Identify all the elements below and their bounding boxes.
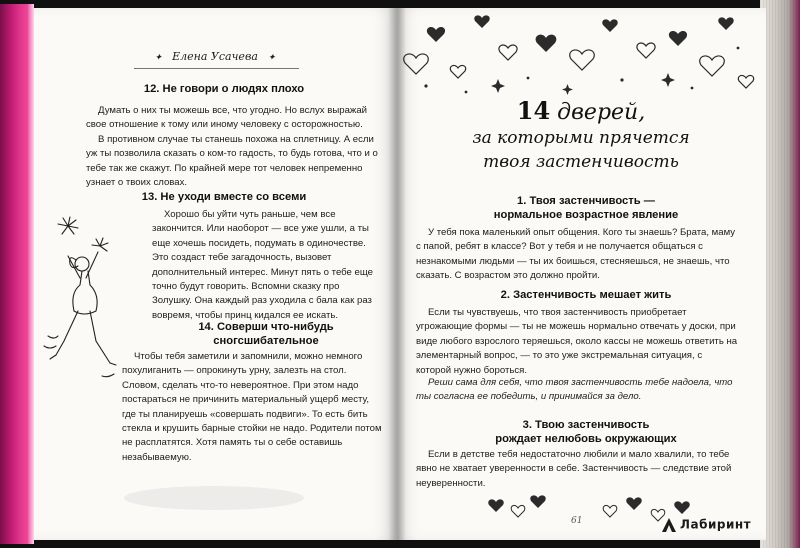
paragraph: Думать о них ты можешь все, что угодно. Но вслух выражай свое отношение к тому или иному человеку с осторожностью. bbox=[86, 105, 368, 131]
section-1-body bbox=[416, 226, 738, 284]
right-page bbox=[396, 8, 766, 540]
section-title-13: 13. Не уходи вместе со всеми bbox=[141, 191, 307, 203]
note-paragraph: Реши сама для себя, что твоя застенчивость тебе надоела, что ты согласна ее победить, и принимайся за дело. bbox=[416, 377, 733, 403]
section-title-line: рождает нелюбовь окружающих bbox=[495, 433, 677, 445]
book-cover-edge-left bbox=[0, 4, 34, 544]
section-title-14 bbox=[146, 320, 386, 348]
section-12-body bbox=[86, 104, 378, 190]
section-title-line: 1. Твоя застенчивость — bbox=[517, 195, 655, 207]
section-14-body bbox=[122, 350, 382, 465]
watermark bbox=[660, 516, 751, 534]
book-page-edges-right bbox=[760, 0, 800, 548]
paragraph: Хорошо бы уйти чуть раньше, чем все закончится. Или наоборот — все уже ушли, а ты еще хочешь посидеть, подумать в одиночестве. Это создаст тебе загадочность, вызовет дополнительный интерес. Минут пять о тебе еще точно будут говорить. Вспомни сказку про Золушку. Она каждый раз уходила с бала как раз вовремя, чтобы принц кидался ее искать. bbox=[152, 209, 374, 321]
labirint-logo-icon bbox=[660, 516, 678, 534]
hearts-decoration-top bbox=[396, 8, 766, 98]
decorative-smudge bbox=[114, 478, 314, 518]
section-title-line: 3. Твою застенчивость bbox=[522, 419, 650, 431]
section-2-note bbox=[416, 376, 738, 405]
header-divider bbox=[134, 68, 299, 69]
chapter-title bbox=[396, 98, 766, 174]
section-title-12: 12. Не говори о людях плохо bbox=[143, 83, 305, 95]
section-title-line: 14. Соверши что-нибудь bbox=[198, 321, 334, 333]
section-2-body bbox=[416, 306, 738, 378]
left-page bbox=[34, 8, 396, 540]
dancing-girl-illustration bbox=[38, 216, 120, 386]
watermark-text: Лабиринт bbox=[680, 517, 752, 532]
star-ornament-icon: ✦ bbox=[154, 53, 163, 63]
page-number: 61 bbox=[571, 516, 583, 526]
section-title-3 bbox=[426, 418, 746, 446]
section-3-body bbox=[416, 448, 738, 491]
paragraph: Чтобы тебя заметили и запомнили, можно немного похулиганить — опрокинуть урну, залезть на стол. Словом, сделать что-то невероятное. При этом надо постараться не причинить материальный ущерб месту, где ты планируешь «совершать подвиги». То есть бить стекла и крушить барные стойки не надо. Родители потом не расплатятся. Хотя память ты о себе оставишь незабываемую. bbox=[122, 351, 382, 463]
running-header-author: Елена Усачева bbox=[172, 50, 258, 63]
paragraph: В противном случае ты станешь похожа на сплетницу. А если уж ты позволила сказать о ком-то гадость, то будь готова, что и о тебе так же скажут. По крайней мере тот человек непременно узнает о твоих словах. bbox=[86, 133, 378, 189]
section-title-1 bbox=[426, 194, 746, 222]
star-ornament-icon: ✦ bbox=[267, 53, 276, 63]
chapter-title-line: за которыми прячется bbox=[472, 128, 690, 148]
paragraph: Если ты чувствуешь, что твоя застенчивость приобретает угрожающие формы — ты не можешь нормально отвечать у доски, при виде любого взрослого теряешься, около кассы не можешь ответить на элементарный вопрос, — то это уже экстремальная ситуация, с которой нужно бороться. bbox=[416, 307, 738, 376]
section-title-2: 2. Застенчивость мешает жить bbox=[500, 289, 672, 301]
paragraph: У тебя пока маленький опыт общения. Кого ты знаешь? Брата, маму с папой, ребят в классе? Вот у тебя и не получается общаться с незнакомыми людьми — ты их боишься, стесняешься, не знаешь, что сказать. С возрастом это должно пройти. bbox=[416, 227, 736, 282]
section-title-line: сногсшибательное bbox=[213, 335, 319, 347]
section-13-body bbox=[152, 208, 380, 323]
section-title-line: нормальное возрастное явление bbox=[493, 209, 679, 221]
chapter-title-line: твоя застенчивость bbox=[483, 152, 679, 172]
chapter-title-line: дверей, bbox=[557, 100, 646, 125]
paragraph: Если в детстве тебя недостаточно любили и мало хвалили, то тебе явно не хватает уверенности в себе. Застенчивость — следствие этой неуверенности. bbox=[416, 449, 732, 489]
chapter-title-number: 14 bbox=[516, 96, 551, 125]
running-header bbox=[34, 50, 396, 63]
